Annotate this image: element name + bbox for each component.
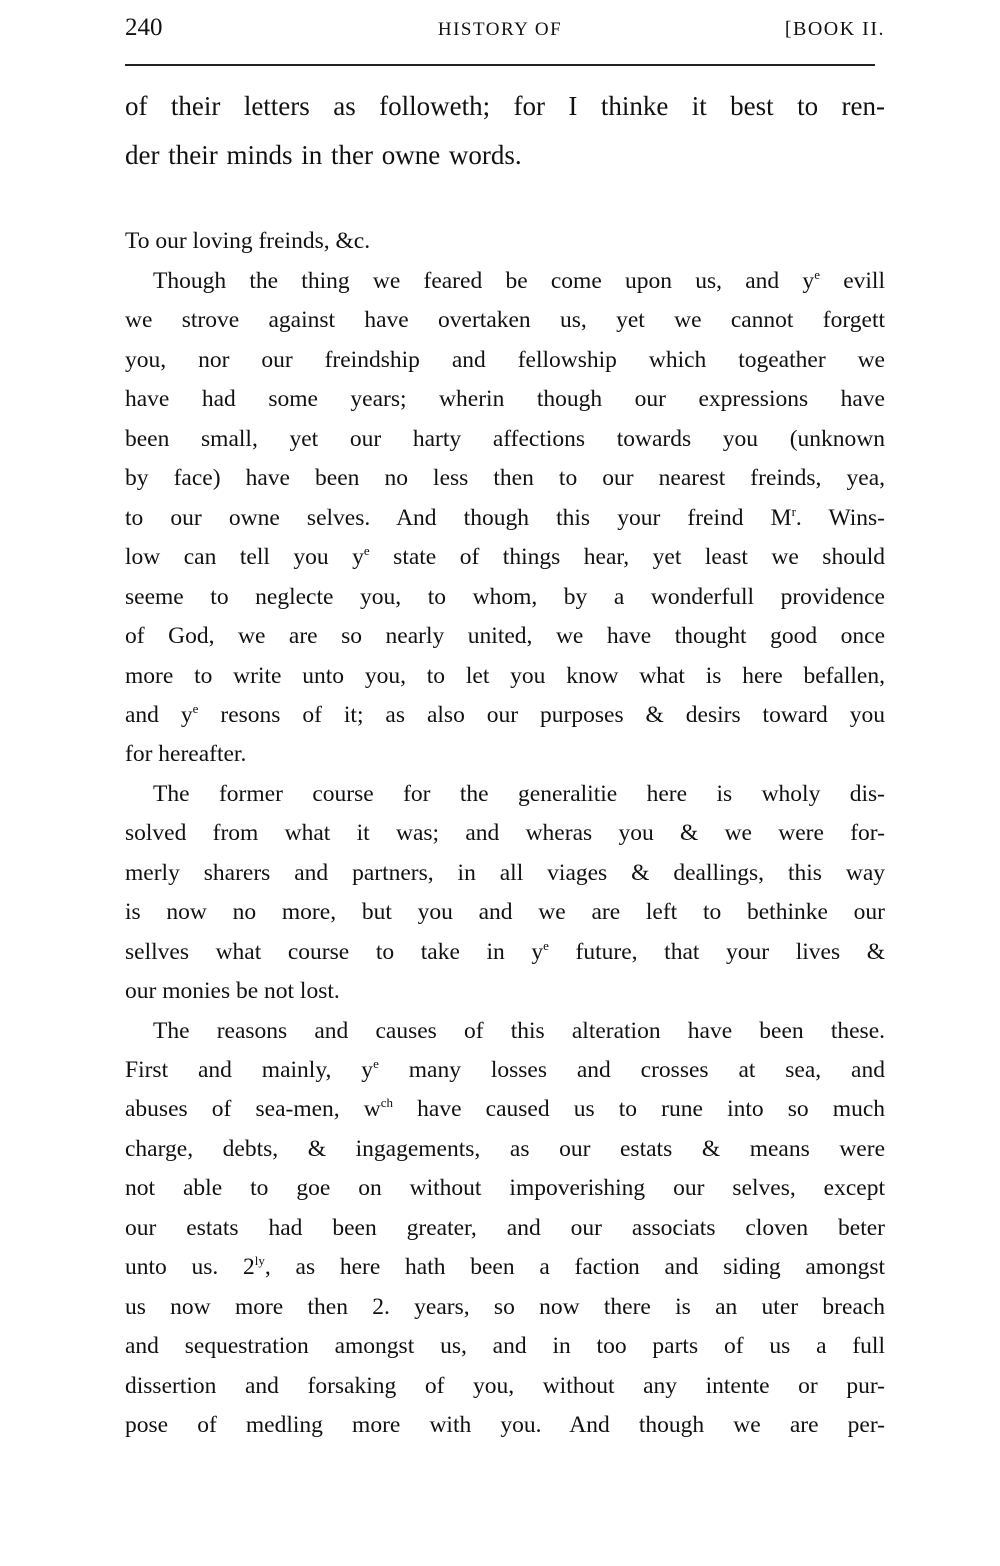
superscript: ly <box>254 1253 265 1269</box>
salutation: To our loving freinds, &c. <box>125 228 371 254</box>
superscript: e <box>373 1056 379 1071</box>
letter-line: of God, we are so nearly united, we have thought good once <box>125 623 885 650</box>
letter-line: to our owne selves. And though this your freind $M^r$. Wins- <box>125 503 885 531</box>
letter-line: abuses of sea-men, $w^{ch}$ have caused us to rune into so much <box>125 1095 885 1123</box>
letter-line: The reasons and causes of this alteration have been these. <box>153 1017 885 1044</box>
book-label: [BOOK II. <box>784 18 885 40</box>
header-rule <box>125 64 875 66</box>
intro-line: der their minds in ther owne words. <box>125 140 522 170</box>
letter-line: for hereafter. <box>125 741 247 768</box>
letter-line: seeme to neglecte you, to whom, by a wonderfull providence <box>125 583 885 610</box>
page-number: 240 <box>125 14 163 41</box>
letter-line: low can tell you $y^e$ state of things hear, yet least we should <box>125 543 885 571</box>
letter-line: solved from what it was; and wheras you & we were for- <box>125 820 885 847</box>
superscript: r <box>791 503 796 519</box>
superscript: ch <box>380 1095 394 1111</box>
letter-line: and sequestration amongst us, and in too parts of us a full <box>125 1333 885 1360</box>
letter-line: sellves what course to take in $y^e$ future, that your lives & <box>125 937 886 965</box>
letter-line: been small, yet our harty affections towards you (unknown <box>125 425 885 452</box>
letter-line: is now no more, but you and we are left to bethinke our <box>125 899 885 926</box>
letter-line: us now more then 2. years, so now there is an uter breach <box>125 1293 885 1320</box>
letter-line: charge, debts, & ingagements, as our estats & means were <box>125 1135 885 1162</box>
letter-line: have had some years; wherin though our expressions have <box>125 386 885 413</box>
letter-line: pose of medling more with you. And though we are per- <box>125 1412 885 1439</box>
superscript: e <box>192 700 199 716</box>
letter-line: more to write unto you, to let you know what is here befallen, <box>125 662 885 689</box>
letter-line: First and mainly, $y^e$ many losses and crosses at sea, and <box>125 1056 885 1083</box>
letter-line: you, nor our freindship and fellowship which togeather we <box>125 346 885 373</box>
superscript: e <box>363 543 370 559</box>
letter-line: we strove against have overtaken us, yet we cannot forgett <box>125 307 885 334</box>
letter-line: our estats had been greater, and our associats cloven beter <box>125 1214 885 1241</box>
running-title: HISTORY OF <box>437 19 563 40</box>
letter-line: and $y^e$ resons of it; as also our purposes & desirs toward you <box>125 700 886 728</box>
letter-line: dissertion and forsaking of you, without any intente or pur- <box>125 1372 885 1399</box>
letter-line: unto us. $2^{ly}$, as here hath been a faction and siding amongst <box>125 1253 885 1281</box>
superscript: e <box>543 937 549 953</box>
superscript: e <box>814 267 820 282</box>
intro-line: of their letters as followeth; for I thinke it best to ren- <box>125 91 885 121</box>
letter-line: The former course for the generalitie here is wholy dis- <box>153 780 885 807</box>
letter-line: our monies be not lost. <box>125 978 340 1005</box>
letter-line: by face) have been no less then to our nearest freinds, yea, <box>125 465 885 492</box>
letter-line: not able to goe on without impoverishing our selves, except <box>125 1175 885 1202</box>
letter-line: merly sharers and partners, in all viages & deallings, this way <box>125 859 885 886</box>
letter-line: Though the thing we feared be come upon us, and $y^e$ evill <box>153 267 885 294</box>
